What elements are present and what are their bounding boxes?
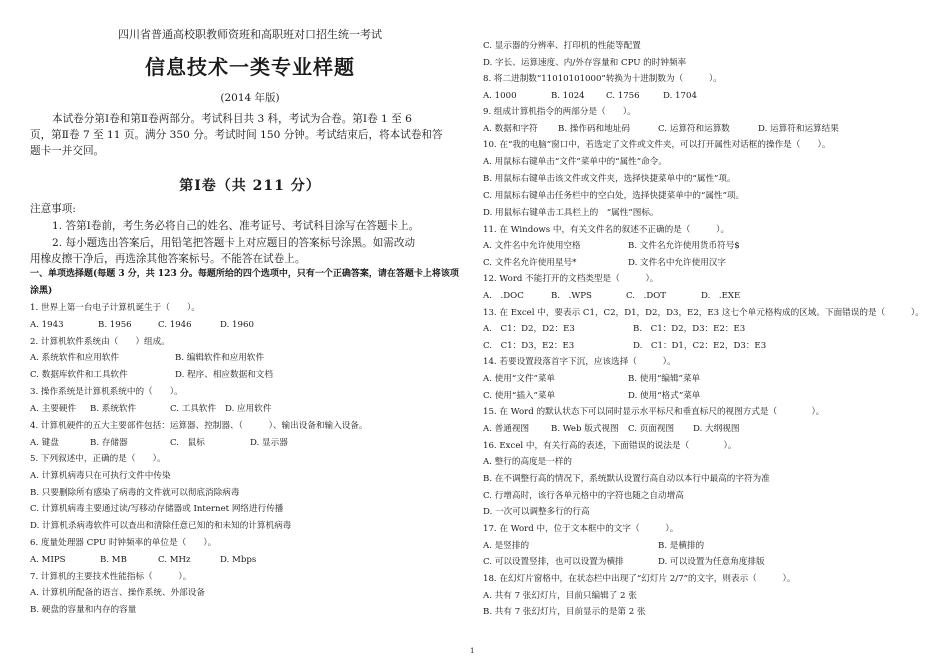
option[interactable]: C. .DOT	[626, 291, 666, 301]
option[interactable]: A. 1943	[30, 320, 64, 330]
option[interactable]: B. 存储器	[90, 438, 128, 448]
option[interactable]: D. Mbps	[220, 555, 257, 565]
option[interactable]: C. 运算符和运算数	[658, 124, 730, 134]
option[interactable]: D. 字长、运算速度、内/外存容量和 CPU 的时钟频率	[483, 58, 687, 68]
option[interactable]: A. 用鼠标右键单击“文件”菜单中的“属性”命令。	[483, 157, 667, 167]
question-stem: 3. 操作系统是计算机系统中的（ ）。	[30, 387, 183, 397]
question-stem: 12. Word 不能打开的文档类型是（ ）。	[483, 274, 659, 284]
question-stem: 15. 在 Word 的默认状态下可以同时显示水平标尺和垂直标尺的视图方式是（ ）。	[483, 407, 825, 417]
option[interactable]: B. 是横排的	[658, 541, 705, 551]
page-number: 1	[470, 647, 475, 655]
question-stem: 18. 在幻灯片窗格中，在状态栏中出现了“幻灯片 2/7”的文字，则表示（ ）。	[483, 574, 796, 584]
option[interactable]: D. 一次可以调整多行的行高	[483, 507, 590, 517]
notice-line: 1. 答第Ⅰ卷前，考生务必将自己的姓名、准考证号、考试科目涂写在答题卡上。	[52, 220, 420, 232]
option[interactable]: B. 系统软件	[90, 404, 137, 414]
option[interactable]: C. 1946	[158, 320, 192, 330]
option[interactable]: A. 计算机所配备的语言、操作系统、外部设备	[30, 588, 205, 598]
notice-line: 2. 每小题选出答案后，用铅笔把答题卡上对应题目的答案标号涂黑。如需改动	[52, 237, 416, 249]
question-stem: 6. 度量处理器 CPU 时钟频率的单位是（ ）。	[30, 538, 217, 548]
option[interactable]: C. 鼠标	[170, 438, 205, 448]
option[interactable]: B. 使用“编辑”菜单	[628, 374, 701, 384]
option[interactable]: A. 计算机病毒只在可执行文件中传染	[30, 471, 171, 481]
option[interactable]: A. C1：D2，D2：E3	[483, 324, 575, 334]
option[interactable]: B. 1956	[98, 320, 132, 330]
question-stem: 17. 在 Word 中，位于文本框中的文字（ ）。	[483, 524, 679, 534]
option[interactable]: C. 工具软件	[170, 404, 217, 414]
option[interactable]: D. 1960	[220, 320, 254, 330]
option[interactable]: D. 可以设置为任意角度排版	[658, 557, 765, 567]
option[interactable]: D. 应用软件	[225, 404, 272, 414]
paper-title: 信息技术一类专业样题	[145, 55, 355, 79]
option[interactable]: B. 在不调整行高的情况下，系统默认设置行高自动以本行中最高的字符为准	[483, 474, 770, 484]
option[interactable]: D. 文件名中允许使用汉字	[628, 258, 726, 268]
option[interactable]: B. 操作码和地址码	[558, 124, 630, 134]
section-heading-cont: 涂黑)	[30, 286, 53, 296]
option[interactable]: D. 计算机杀病毒软件可以查出和清除任意已知的和未知的计算机病毒	[30, 521, 292, 531]
option[interactable]: B. 文件名允许使用货币符号$	[628, 241, 740, 251]
question-stem: 7. 计算机的主要技术性能指标（ ）。	[30, 572, 192, 582]
question-stem: 10. 在“我的电脑”窗口中，若选定了文件或文件夹，可以打开属性对话框的操作是（ ）。	[483, 140, 831, 150]
option[interactable]: A. 1000	[483, 91, 517, 101]
question-stem: 1. 世界上第一台电子计算机诞生于（ ）。	[30, 303, 200, 313]
option[interactable]: B. C1：D2，D3：E2：E3	[633, 324, 746, 334]
question-stem: 13. 在 Excel 中，要表示 C1，C2，D1，D2，D3，E2，E3 这七个单元格构成的区域。下面错误的是（ ）。	[483, 308, 924, 318]
section-heading: 一、单项选择题(每题 3 分，共 123 分。每题所给的四个选项中，只有一个正确答案，请在答题卡上将该项	[30, 269, 459, 279]
paper-edition: (2014 年版)	[220, 92, 280, 104]
option[interactable]: B. 硬盘的容量和内存的容量	[30, 605, 137, 615]
question-stem: 4. 计算机硬件的五大主要部件包括：运算器、控制器、（ ）、输出设备和输入设备。	[30, 421, 368, 431]
option[interactable]: B. Web 版式视图	[551, 424, 619, 434]
question-stem: 8. 将二进制数“11010101000”转换为十进制数为（ ）。	[483, 74, 722, 84]
option[interactable]: D. C1：D1，C2：E2，D3：E3	[633, 341, 767, 351]
option[interactable]: D. 使用“格式”菜单	[628, 391, 701, 401]
option[interactable]: D. .EXE	[701, 291, 741, 301]
option[interactable]: A. 共有 7 张幻灯片，目前只编辑了 2 张	[483, 591, 637, 601]
question-stem: 14. 若要设置段落首字下沉，应该选择（ ）。	[483, 357, 676, 367]
option[interactable]: C. 使用“插入”菜单	[483, 391, 556, 401]
option[interactable]: C. 计算机病毒主要通过读/写移动存储器或 Internet 网络进行传播	[30, 504, 284, 514]
intro-line: 题卡一并交回。	[30, 145, 105, 157]
volume-title: 第Ⅰ卷（共 211 分）	[179, 178, 321, 194]
option[interactable]: A. .DOC	[483, 291, 524, 301]
option[interactable]: C. 可以设置竖排，也可以设置为横排	[483, 557, 624, 567]
option[interactable]: D. 显示器	[250, 438, 288, 448]
option[interactable]: C. 页面视图	[628, 424, 675, 434]
option[interactable]: C. MHz	[158, 555, 191, 565]
intro-line: 本试卷分第Ⅰ卷和第Ⅱ卷两部分。考试科目共 3 科，考试为合卷。第Ⅰ卷 1 至 6	[52, 113, 412, 125]
option[interactable]: C. 1756	[606, 91, 640, 101]
option[interactable]: A. 普通视图	[483, 424, 530, 434]
question-stem: 9. 组成计算机指令的两部分是（ ）。	[483, 107, 636, 117]
option[interactable]: A. 是竖排的	[483, 541, 530, 551]
option[interactable]: D. 程序、相应数据和文档	[175, 370, 273, 380]
option[interactable]: C. 数据库软件和工具软件	[30, 370, 128, 380]
option[interactable]: C. 文件名允许使用星号*	[483, 258, 577, 268]
intro-line: 页，第Ⅱ卷 7 至 11 页。满分 350 分。考试时间 150 分钟。考试结束后，将本试卷和答	[30, 129, 443, 141]
option[interactable]: B. 1024	[551, 91, 585, 101]
option[interactable]: B. 编辑软件和应用软件	[175, 353, 265, 363]
option[interactable]: B. 用鼠标右键单击该文件或文件夹，选择快捷菜单中的“属性”项。	[483, 174, 736, 184]
option[interactable]: B. 共有 7 张幻灯片，目前显示的是第 2 张	[483, 607, 646, 617]
option[interactable]: A. 键盘	[30, 438, 59, 448]
option[interactable]: D. 运算符和运算结果	[758, 124, 839, 134]
exam-organizer: 四川省普通高校职教师资班和高职班对口招生统一考试	[118, 28, 382, 41]
question-stem: 11. 在 Windows 中，有关文件名的叙述不正确的是（ ）。	[483, 225, 730, 235]
option[interactable]: D. 1704	[663, 91, 697, 101]
question-stem: 16. Excel 中，有关行高的表述，下面错误的说法是（ ）。	[483, 441, 737, 451]
option[interactable]: A. 使用“文件”菜单	[483, 374, 556, 384]
option[interactable]: B. 只要删除所有感染了病毒的文件就可以彻底消除病毒	[30, 488, 240, 498]
option[interactable]: B. MB	[100, 555, 127, 565]
option[interactable]: A. 整行的高度是一样的	[483, 457, 573, 467]
notice-heading: 注意事项:	[30, 203, 76, 215]
option[interactable]: A. 数据和字符	[483, 124, 538, 134]
option[interactable]: C. 行增高时，该行各单元格中的字符也随之自动增高	[483, 491, 684, 501]
option[interactable]: A. MIPS	[30, 555, 66, 565]
option[interactable]: D. 大纲视图	[693, 424, 740, 434]
option[interactable]: A. 主要硬件	[30, 404, 77, 414]
option[interactable]: C. 用鼠标右键单击任务栏中的空白处，选择快捷菜单中的“属性”项。	[483, 191, 745, 201]
notice-line: 用橡皮擦干净后，再选涂其他答案标号。不能答在试卷上。	[30, 253, 306, 265]
option[interactable]: A. 文件名中允许使用空格	[483, 241, 581, 251]
option[interactable]: D. 用鼠标右键单击工具栏上的 “属性”图标。	[483, 208, 659, 218]
question-stem: 5. 下列叙述中，正确的是（ ）。	[30, 454, 166, 464]
question-stem: 2. 计算机软件系统由（ ）组成。	[30, 337, 170, 347]
option[interactable]: A. 系统软件和应用软件	[30, 353, 120, 363]
option[interactable]: C. 显示器的分辨率、打印机的性能等配置	[483, 41, 641, 51]
option[interactable]: C. C1：D3，E2：E3	[483, 341, 575, 351]
option[interactable]: B. .WPS	[551, 291, 592, 301]
